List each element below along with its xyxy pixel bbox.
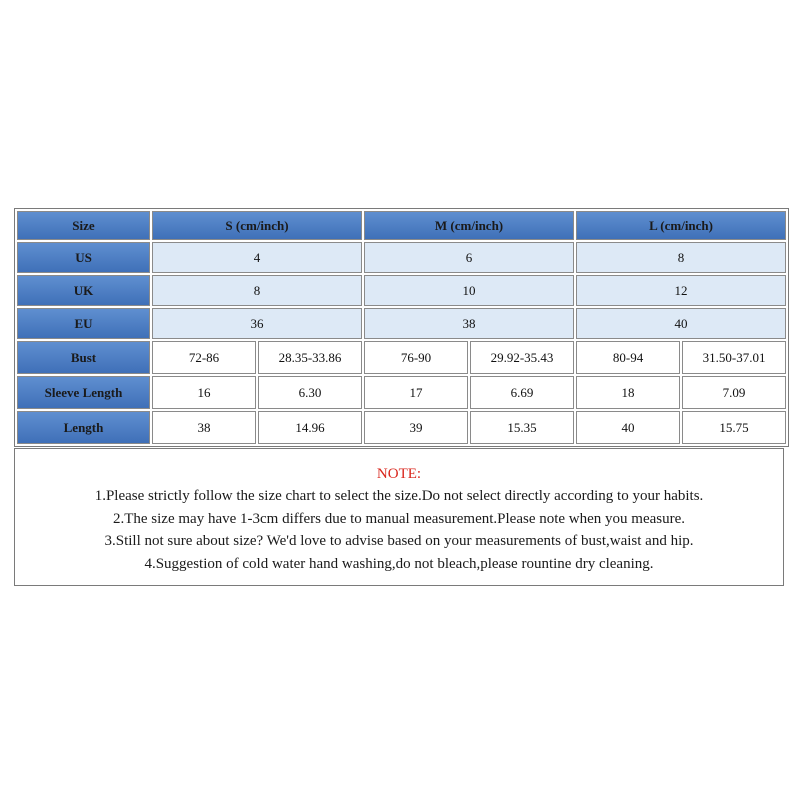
length-l-cm-cell: 40 — [576, 411, 680, 444]
sleeve-s-inch-cell: 6.30 — [258, 376, 362, 409]
size-m-header-cell: M (cm/inch) — [364, 211, 574, 240]
length-s-inch-cell: 14.96 — [258, 411, 362, 444]
row-label-eu: EU — [17, 308, 150, 339]
note-box — [14, 448, 784, 586]
uk-m-cell: 10 — [364, 275, 574, 306]
bust-m-cm-cell: 76-90 — [364, 341, 468, 374]
sleeve-m-cm-cell: 17 — [364, 376, 468, 409]
sleeve-l-inch-cell: 7.09 — [682, 376, 786, 409]
table-row-eu — [17, 308, 786, 339]
us-l-cell: 8 — [576, 242, 786, 273]
size-s-header-cell: S (cm/inch) — [152, 211, 362, 240]
table-row-us — [17, 242, 786, 273]
row-label-us: US — [17, 242, 150, 273]
size-header-cell: Size — [17, 211, 150, 240]
bust-m-inch-cell: 29.92-35.43 — [470, 341, 574, 374]
note-line-3: 3.Still not sure about size? We'd love to advise based on your measurements of bust,waist and hip. — [104, 533, 694, 549]
length-m-cm-cell: 39 — [364, 411, 468, 444]
sleeve-l-cm-cell: 18 — [576, 376, 680, 409]
row-label-length: Length — [17, 411, 150, 444]
us-m-cell: 6 — [364, 242, 574, 273]
row-label-bust: Bust — [17, 341, 150, 374]
size-l-header-cell: L (cm/inch) — [576, 211, 786, 240]
note-title: NOTE: — [376, 466, 422, 482]
note-line-1: 1.Please strictly follow the size chart to select the size.Do not select directly according to your habits. — [94, 488, 704, 504]
bust-l-inch-cell: 31.50-37.01 — [682, 341, 786, 374]
size-chart — [14, 208, 786, 586]
table-row-sleeve-length — [17, 376, 786, 409]
size-table — [14, 208, 789, 447]
bust-s-inch-cell: 28.35-33.86 — [258, 341, 362, 374]
table-row-uk — [17, 275, 786, 306]
uk-l-cell: 12 — [576, 275, 786, 306]
length-l-inch-cell: 15.75 — [682, 411, 786, 444]
us-s-cell: 4 — [152, 242, 362, 273]
table-row-bust — [17, 341, 786, 374]
table-header-row — [17, 211, 786, 240]
sleeve-s-cm-cell: 16 — [152, 376, 256, 409]
table-row-length — [17, 411, 786, 444]
eu-l-cell: 40 — [576, 308, 786, 339]
bust-s-cm-cell: 72-86 — [152, 341, 256, 374]
uk-s-cell: 8 — [152, 275, 362, 306]
bust-l-cm-cell: 80-94 — [576, 341, 680, 374]
row-label-sleeve-length: Sleeve Length — [17, 376, 150, 409]
row-label-uk: UK — [17, 275, 150, 306]
eu-s-cell: 36 — [152, 308, 362, 339]
length-m-inch-cell: 15.35 — [470, 411, 574, 444]
note-line-4: 4.Suggestion of cold water hand washing,do not bleach,please rountine dry cleaning. — [144, 555, 654, 572]
eu-m-cell: 38 — [364, 308, 574, 339]
length-s-cm-cell: 38 — [152, 411, 256, 444]
note-line-2: 2.The size may have 1-3cm differs due to manual measurement.Please note when you measure. — [112, 510, 686, 527]
sleeve-m-inch-cell: 6.69 — [470, 376, 574, 409]
